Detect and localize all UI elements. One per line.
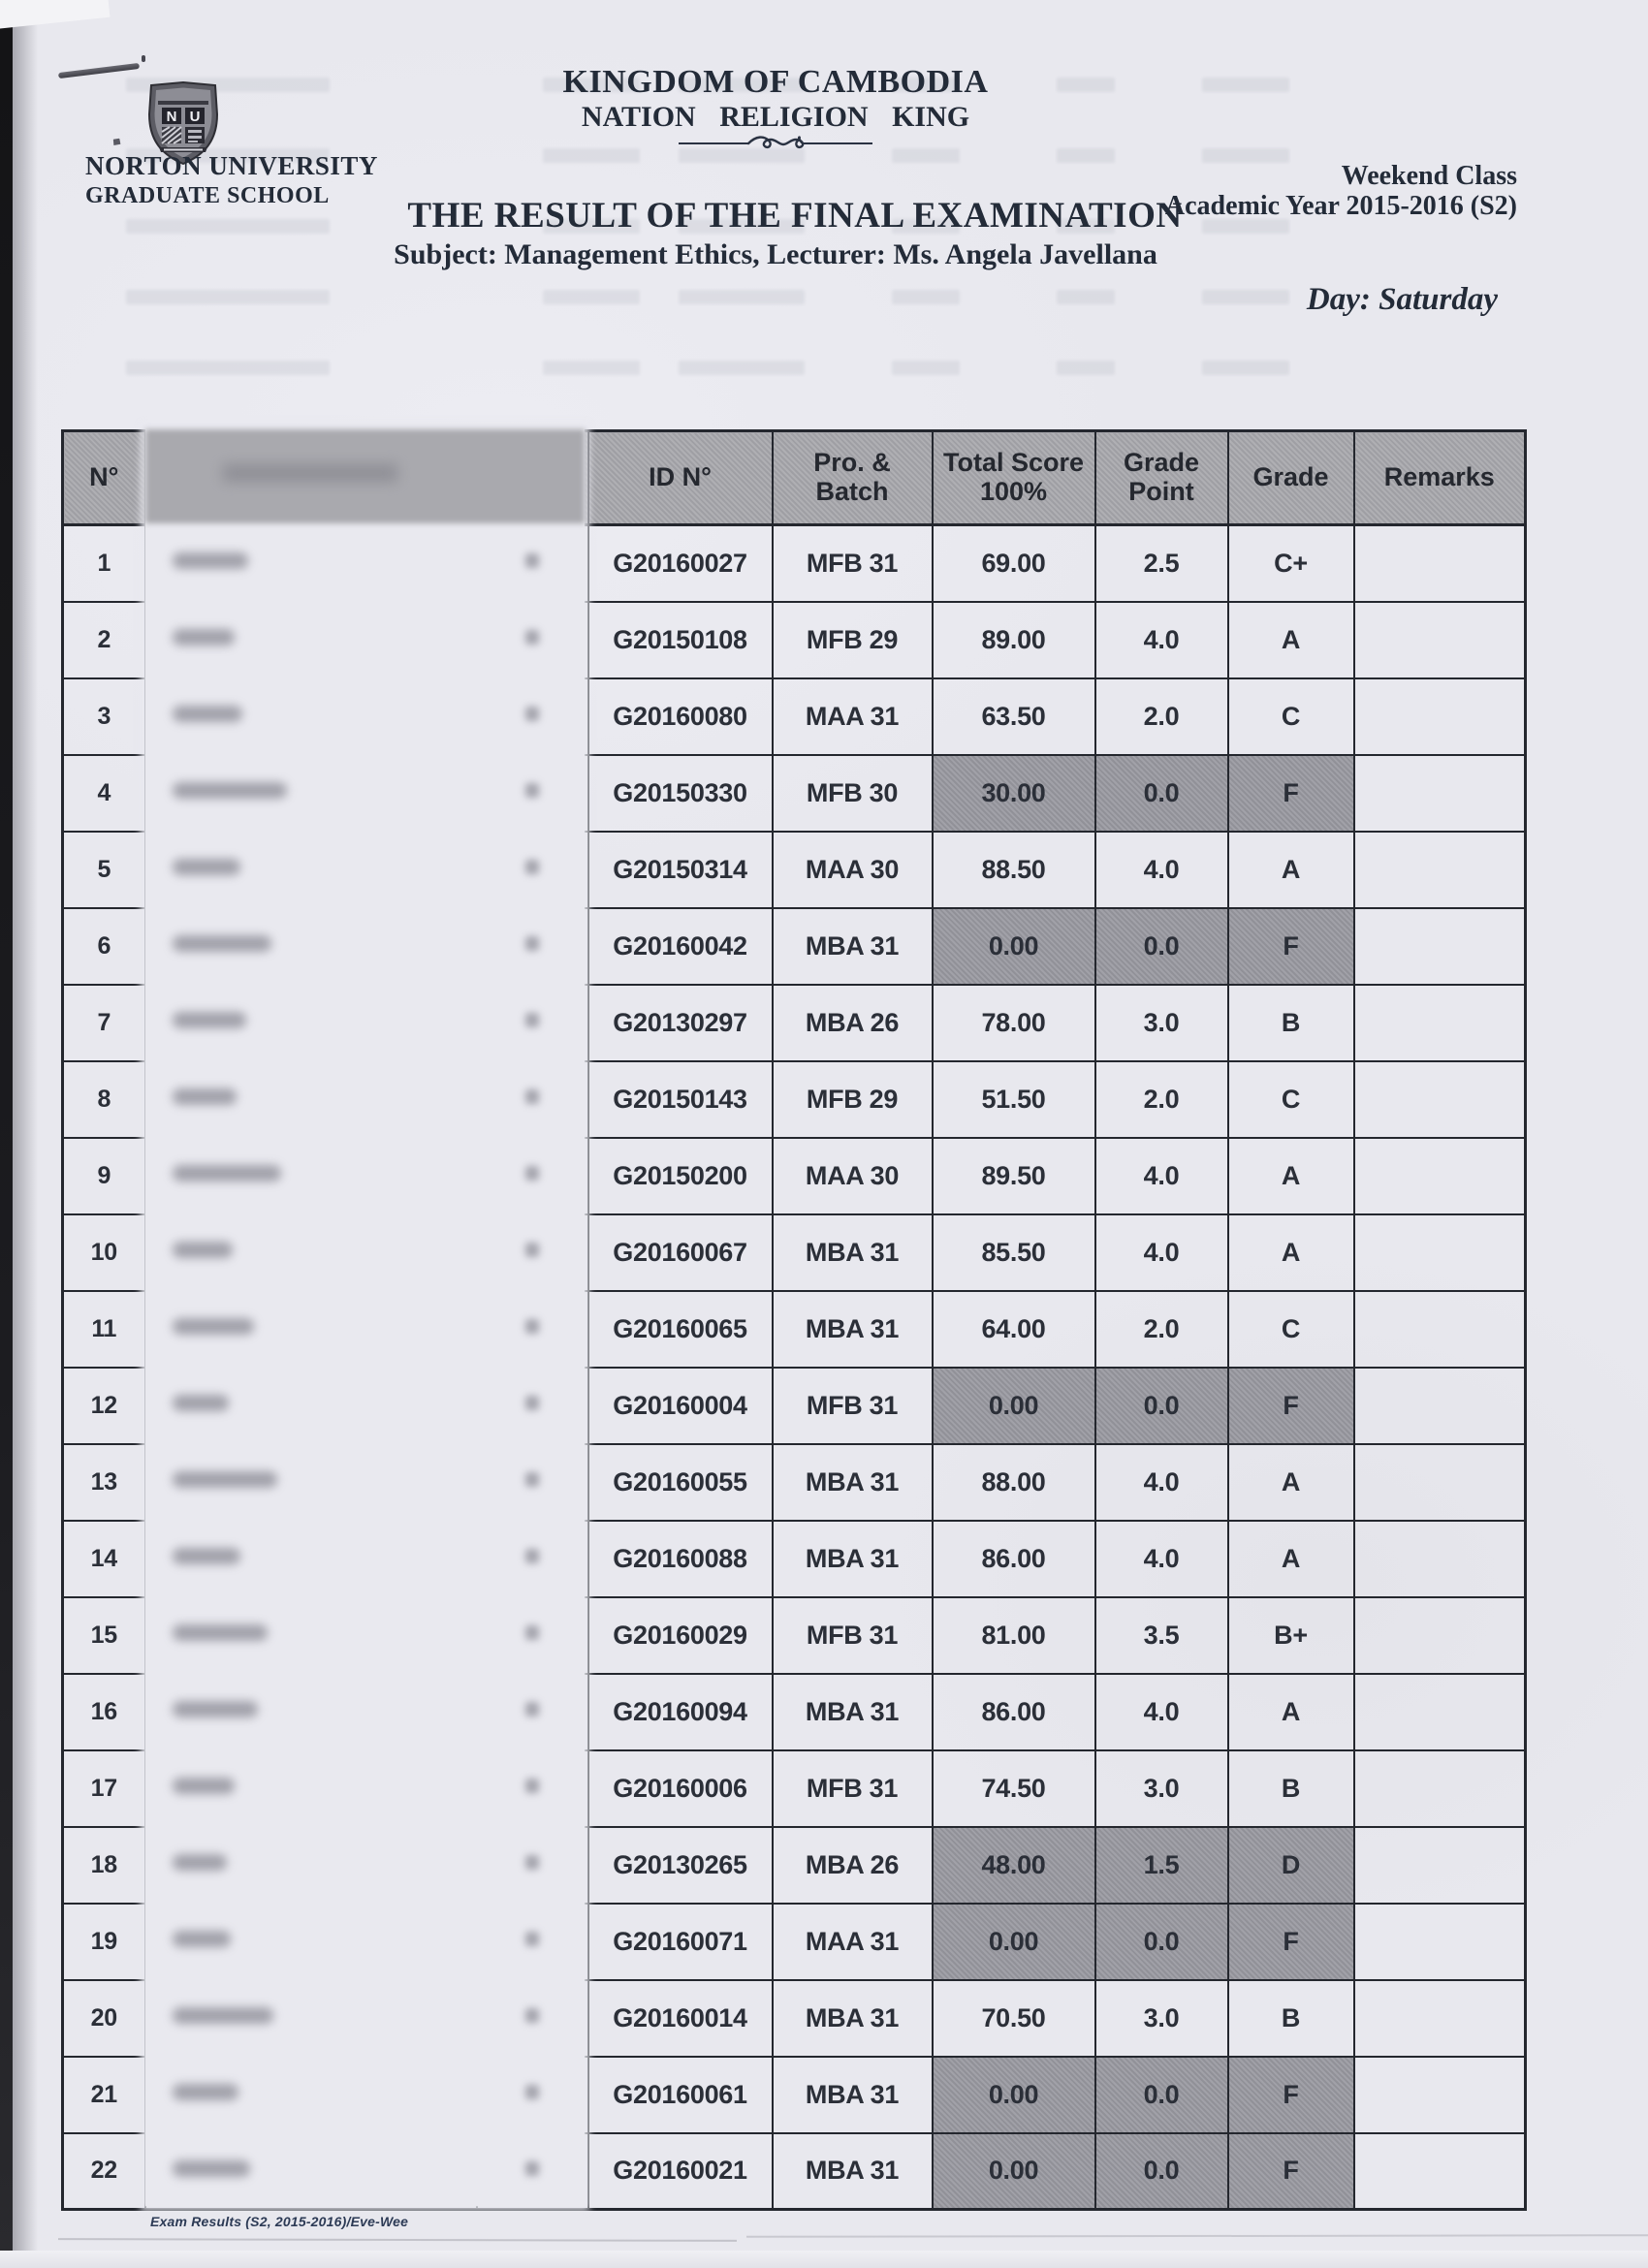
student-id: G20150330 [588,755,773,832]
redacted-name-blob [173,629,235,646]
grade-value: A [1228,602,1354,678]
program-batch: MAA 31 [773,1904,933,1980]
redacted-name-blob [173,2007,273,2024]
row-number: 6 [63,908,145,985]
total-score-value: 78.00 [933,985,1095,1061]
remarks-value [1354,2057,1526,2133]
redacted-sex-blob [525,1472,539,1487]
showthrough-bar [892,361,960,375]
row-number: 19 [63,1904,145,1980]
student-id: G20160014 [588,1980,773,2057]
university-name: NORTON UNIVERSITY [85,151,378,180]
day-label: Day: Saturday [1306,282,1498,317]
remarks-value [1354,2133,1526,2210]
remarks-value [1354,1904,1526,1980]
total-score-value: 0.00 [933,908,1095,985]
showthrough-bar [1057,290,1115,304]
row-number: 8 [63,1061,145,1138]
student-id: G20150314 [588,832,773,908]
grade-value: F [1228,1904,1354,1980]
scan-corner-sliver [0,0,110,29]
scan-left-edge-shadow [13,23,38,2268]
showthrough-bar [543,361,640,375]
total-score-value: 69.00 [933,525,1095,602]
col-header-total-score-line2: 100% [979,477,1048,506]
row-number: 22 [63,2133,145,2210]
redacted-name-blob [173,706,242,722]
total-score-value: 48.00 [933,1827,1095,1904]
grade-point-value: 4.0 [1095,1138,1228,1214]
svg-text:U: U [189,109,201,125]
redacted-sex-blob [525,1779,539,1793]
program-batch: MFB 31 [773,1750,933,1827]
remarks-value [1354,1597,1526,1674]
grade-point-value: 3.0 [1095,985,1228,1061]
col-header-grade-point-line1: Grade [1123,448,1200,478]
redacted-sex-blob [525,936,539,951]
remarks-value [1354,1368,1526,1444]
scan-bottom-line [746,2234,1648,2238]
redacted-sex-blob [525,860,539,874]
grade-value: A [1228,1138,1354,1214]
document-title: THE RESULT OF THE FINAL EXAMINATION [407,196,1183,236]
program-batch: MAA 30 [773,832,933,908]
ink-speck [111,137,123,148]
redacted-sex-blob [525,2161,539,2176]
redacted-sex-blob [525,1319,539,1334]
grade-point-value: 3.0 [1095,1980,1228,2057]
total-score-value: 0.00 [933,2057,1095,2133]
scan-bottom-line [58,2238,737,2242]
redacted-name-blob [173,2084,238,2100]
scan-left-edge [0,23,13,2268]
remarks-value [1354,678,1526,755]
program-batch: MBA 31 [773,1291,933,1368]
student-id: G20160006 [588,1750,773,1827]
grade-point-value: 4.0 [1095,1521,1228,1597]
total-score-value: 85.50 [933,1214,1095,1291]
remarks-value [1354,1521,1526,1597]
student-id: G20160029 [588,1597,773,1674]
grade-point-value: 0.0 [1095,1368,1228,1444]
col-header-number: N° [63,431,145,525]
grade-value: A [1228,832,1354,908]
redacted-name-blob [173,2160,250,2177]
header-divider-ornament [679,132,872,153]
motto-heading: NATION RELIGION KING [581,101,970,133]
col-header-total-score-line1: Total Score [942,448,1085,478]
col-header-id: ID N° [588,431,773,525]
remarks-value [1354,1291,1526,1368]
grade-point-value: 4.0 [1095,1674,1228,1750]
program-batch: MBA 31 [773,2133,933,2210]
redacted-sex-blob [525,1932,539,1946]
remarks-value [1354,602,1526,678]
redacted-sex-blob [525,1013,539,1027]
grade-value: C+ [1228,525,1354,602]
total-score-value: 64.00 [933,1291,1095,1368]
showthrough-bar [892,148,960,163]
showthrough-bar [543,148,640,163]
grade-point-value: 3.5 [1095,1597,1228,1674]
redacted-sex-blob [525,1855,539,1870]
scan-bottom-edge [0,2251,1648,2268]
redacted-header-smudge [223,464,397,482]
remarks-value [1354,1674,1526,1750]
total-score-value: 88.50 [933,832,1095,908]
student-id: G20160027 [588,525,773,602]
academic-year-label: Academic Year 2015-2016 (S2) [1164,191,1517,221]
student-id: G20160094 [588,1674,773,1750]
grade-point-value: 2.0 [1095,1291,1228,1368]
privacy-blur-overlay [145,427,585,2206]
program-batch: MBA 31 [773,2057,933,2133]
remarks-value [1354,1980,1526,2057]
redacted-name-blob [173,1854,227,1871]
showthrough-bar [1202,361,1289,375]
redacted-name-blob [173,1624,268,1641]
showthrough-bar [892,290,960,304]
school-name: GRADUATE SCHOOL [85,183,330,208]
program-batch: MBA 31 [773,1674,933,1750]
showthrough-bar [679,290,805,304]
grade-point-value: 1.5 [1095,1827,1228,1904]
col-header-grade: Grade [1228,431,1354,525]
grade-value: F [1228,1368,1354,1444]
grade-value: B+ [1228,1597,1354,1674]
grade-point-value: 0.0 [1095,2057,1228,2133]
grade-value: C [1228,1061,1354,1138]
row-number: 9 [63,1138,145,1214]
redacted-sex-blob [525,1396,539,1410]
grade-value: F [1228,2057,1354,2133]
total-score-value: 51.50 [933,1061,1095,1138]
grade-value: F [1228,908,1354,985]
student-id: G20130265 [588,1827,773,1904]
program-batch: MBA 31 [773,1980,933,2057]
program-batch: MFB 31 [773,525,933,602]
total-score-value: 0.00 [933,2133,1095,2210]
grade-point-value: 4.0 [1095,1214,1228,1291]
row-number: 13 [63,1444,145,1521]
student-id: G20160067 [588,1214,773,1291]
redacted-sex-blob [525,1089,539,1104]
total-score-value: 74.50 [933,1750,1095,1827]
ink-speck [142,55,145,62]
remarks-value [1354,525,1526,602]
redacted-sex-blob [525,630,539,645]
grade-point-value: 0.0 [1095,1904,1228,1980]
program-batch: MBA 31 [773,1444,933,1521]
grade-point-value: 0.0 [1095,755,1228,832]
row-number: 4 [63,755,145,832]
grade-value: B [1228,985,1354,1061]
remarks-value [1354,1750,1526,1827]
grade-point-value: 0.0 [1095,908,1228,985]
redacted-name-blob [173,1165,281,1181]
grade-point-value: 4.0 [1095,832,1228,908]
remarks-value [1354,1827,1526,1904]
redacted-name-blob [173,859,240,875]
total-score-value: 70.50 [933,1980,1095,2057]
total-score-value: 86.00 [933,1521,1095,1597]
student-id: G20130297 [588,985,773,1061]
redacted-name-blob [173,1931,231,1947]
svg-text:N: N [166,109,177,125]
class-type-label: Weekend Class [1341,161,1517,191]
grade-point-value: 2.0 [1095,1061,1228,1138]
grade-point-value: 3.0 [1095,1750,1228,1827]
redacted-sex-blob [525,2085,539,2099]
redacted-sex-blob [525,707,539,721]
student-id: G20160080 [588,678,773,755]
grade-point-value: 2.5 [1095,525,1228,602]
total-score-value: 89.00 [933,602,1095,678]
remarks-value [1354,985,1526,1061]
showthrough-bar [1202,148,1289,163]
total-score-value: 81.00 [933,1597,1095,1674]
col-header-grade-point-line2: Point [1128,477,1194,506]
grade-point-value: 0.0 [1095,2133,1228,2210]
program-batch: MAA 30 [773,1138,933,1214]
redacted-sex-blob [525,2008,539,2023]
showthrough-bar [1057,148,1115,163]
remarks-value [1354,1214,1526,1291]
grade-value: A [1228,1444,1354,1521]
redacted-name-blob [173,1701,258,1717]
total-score-value: 63.50 [933,678,1095,755]
showthrough-bar [126,290,330,304]
redacted-name-blob [173,935,271,952]
row-number: 18 [63,1827,145,1904]
showthrough-bar [1057,361,1115,375]
grade-point-value: 4.0 [1095,1444,1228,1521]
program-batch: MBA 26 [773,1827,933,1904]
redacted-sex-blob [525,1549,539,1563]
kingdom-heading: KINGDOM OF CAMBODIA [562,64,989,100]
student-id: G20160071 [588,1904,773,1980]
total-score-value: 89.50 [933,1138,1095,1214]
remarks-value [1354,1138,1526,1214]
redacted-sex-blob [525,1243,539,1257]
program-batch: MFB 29 [773,602,933,678]
row-number: 11 [63,1291,145,1368]
row-number: 16 [63,1674,145,1750]
col-header-program-batch: Pro. & Batch [773,431,933,525]
grade-value: B [1228,1750,1354,1827]
row-number: 5 [63,832,145,908]
col-header-grade-point [1095,431,1228,525]
row-number: 1 [63,525,145,602]
grade-value: C [1228,678,1354,755]
student-id: G20150143 [588,1061,773,1138]
redacted-sex-blob [525,1625,539,1640]
grade-value: F [1228,755,1354,832]
program-batch: MFB 29 [773,1061,933,1138]
redacted-sex-blob [525,553,539,568]
program-batch: MBA 31 [773,1521,933,1597]
total-score-value: 0.00 [933,1368,1095,1444]
footer-note: Exam Results (S2, 2015-2016)/Eve-Wee [150,2214,409,2229]
redacted-name-blob [173,1012,246,1028]
grade-value: F [1228,2133,1354,2210]
redacted-name-blob [173,1471,277,1488]
total-score-value: 86.00 [933,1674,1095,1750]
row-number: 15 [63,1597,145,1674]
grade-value: D [1228,1827,1354,1904]
redacted-name-blob [173,1548,240,1564]
grade-value: A [1228,1214,1354,1291]
row-number: 2 [63,602,145,678]
redacted-name-blob [173,782,287,799]
remarks-value [1354,832,1526,908]
row-number: 20 [63,1980,145,2057]
row-number: 7 [63,985,145,1061]
row-number: 12 [63,1368,145,1444]
student-id: G20160061 [588,2057,773,2133]
student-id: G20160021 [588,2133,773,2210]
showthrough-bar [679,361,805,375]
student-id: G20160088 [588,1521,773,1597]
redacted-name-blob [173,1395,229,1411]
grade-value: A [1228,1521,1354,1597]
row-number: 14 [63,1521,145,1597]
student-id: G20160055 [588,1444,773,1521]
showthrough-bar [543,290,640,304]
grade-value: A [1228,1674,1354,1750]
remarks-value [1354,755,1526,832]
remarks-value [1354,1444,1526,1521]
redacted-name-blob [173,1778,235,1794]
program-batch: MFB 31 [773,1368,933,1444]
student-id: G20150200 [588,1138,773,1214]
program-batch: MBA 26 [773,985,933,1061]
col-header-total-score [933,431,1095,525]
program-batch: MBA 31 [773,908,933,985]
grade-point-value: 2.0 [1095,678,1228,755]
row-number: 21 [63,2057,145,2133]
row-number: 10 [63,1214,145,1291]
redacted-sex-blob [525,783,539,798]
student-id: G20150108 [588,602,773,678]
row-number: 17 [63,1750,145,1827]
program-batch: MFB 31 [773,1597,933,1674]
student-id: G20160042 [588,908,773,985]
program-batch: MFB 30 [773,755,933,832]
redacted-name-blob [173,1242,233,1258]
student-id: G20160065 [588,1291,773,1368]
redacted-sex-blob [525,1702,539,1717]
remarks-value [1354,1061,1526,1138]
showthrough-bar [1202,290,1289,304]
redacted-sex-blob [525,1166,539,1181]
total-score-value: 88.00 [933,1444,1095,1521]
grade-point-value: 4.0 [1095,602,1228,678]
row-number: 3 [63,678,145,755]
student-id: G20160004 [588,1368,773,1444]
grade-value: C [1228,1291,1354,1368]
program-batch: MAA 31 [773,678,933,755]
redacted-name-blob [173,1088,237,1105]
total-score-value: 30.00 [933,755,1095,832]
redacted-name-blob [173,552,248,569]
showthrough-bar [126,361,330,375]
program-batch: MBA 31 [773,1214,933,1291]
col-header-remarks: Remarks [1354,431,1526,525]
subject-lecturer-line: Subject: Management Ethics, Lecturer: Ms. Angela Javellana [394,238,1157,270]
remarks-value [1354,908,1526,985]
total-score-value: 0.00 [933,1904,1095,1980]
redacted-name-blob [173,1318,254,1335]
grade-value: B [1228,1980,1354,2057]
